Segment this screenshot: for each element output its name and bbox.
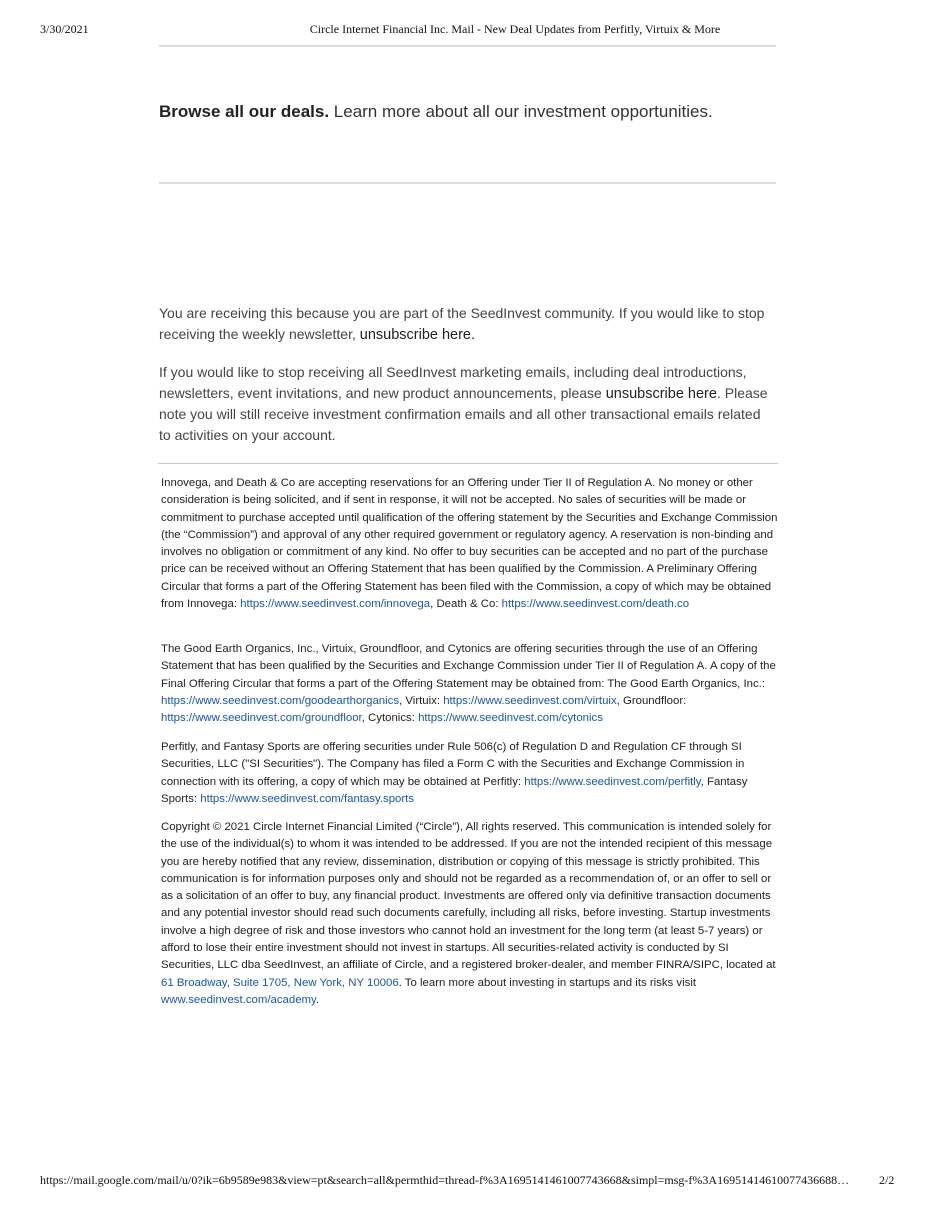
- unsubscribe-newsletter-link[interactable]: unsubscribe here.: [359, 326, 476, 343]
- disclaimer-text: .: [315, 993, 320, 1006]
- print-footer-page-number: 2/2: [879, 1173, 895, 1187]
- unsubscribe-all-link[interactable]: unsubscribe here: [605, 385, 717, 402]
- disclaimer-text: The Good Earth Organics, Inc., Virtuix, Groundfloor, and Cytonics are offering securities through the use of an Offering Statement that has been qualified by the Securities and Exchange Commission under Tier II of Regulation A. A copy of the Final Offering Circular that forms a part of the Offering Statement may be obtained from: The Good Earth Organics, Inc.:: [161, 643, 776, 690]
- groundfloor-link[interactable]: https://www.seedinvest.com/groundfloor: [161, 712, 362, 725]
- print-header-title: Circle Internet Financial Inc. Mail - New Deal Updates from Perfitly, Virtuix & More: [309, 22, 721, 36]
- disclaimer-text: , Death & Co:: [430, 598, 502, 611]
- disclaimer-text: , Virtuix:: [399, 694, 444, 707]
- reg-a-offering-disclaimer: [161, 641, 779, 727]
- disclaimer-text: Copyright © 2021 Circle Internet Financial Limited (“Circle”), All rights reserved. This communication is intended solely for the use of the individual(s) to whom it was intended to be addressed. If you are not the intended recipient of this message you are hereby notified that any review, dissemination, distribution or copying of this message is strictly prohibited. This communication is for information purposes only and should not be regarded as a recommendation of, or an offer to sell or as a solicitation of an offer to buy, any financial product. Investments are offered only via definitive transaction documents and any potential investor should read such documents carefully, including all risks, before investing. Startup investments involve a high degree of risk and those investors who cannot hold an investment for the long term (at least 5-7 years) or afford to lose their entire investment should not invest in startups. All securities-related activity is conducted by SI Securities, LLC dba SeedInvest, an affiliate of Circle, and a registered broker-dealer, and member FINRA/SIPC, located at: [161, 821, 776, 972]
- death-co-link[interactable]: https://www.seedinvest.com/death.co: [501, 598, 690, 611]
- disclaimer-text: , Cytonics:: [361, 712, 419, 725]
- marketing-notice-tail: . Please note you will still receive investment confirmation emails and all other transactional emails related to activities on your account.: [159, 384, 768, 443]
- browse-deals-description[interactable]: Learn more about all our investment opportunities.: [329, 102, 713, 121]
- disclaimer-text: Innovega, and Death & Co are accepting reservations for an Offering under Tier II of Regulation A. No money or other consideration is being solicited, and if sent in response, it will not be accepted. No sales of securities will be made or commitment to purchase accepted until qualification of the offering statement by the Securities and Exchange Commission (the “Commission”) and approval of any other required government or regulatory agency. A reservation is non-binding and involves no obligation or commitment of any kind. No offer to buy securities can be accepted and no part of the purchase price can be received without an Offering Statement that has been qualified by the Commission. A Preliminary Offering Circular that forms a part of the Offering Statement has been filed with the Commission, a copy of which may be obtained from Innovega:: [161, 477, 778, 611]
- disclaimer-text: . To learn more about investing in startups and its risks visit: [398, 976, 697, 989]
- fantasy-sports-link[interactable]: https://www.seedinvest.com/fantasy.sports: [200, 792, 415, 805]
- good-earth-organics-link[interactable]: https://www.seedinvest.com/goodearthorganics: [161, 694, 400, 707]
- reg-d-cf-disclaimer: [161, 739, 779, 808]
- browse-deals-heading[interactable]: Browse all our deals.: [159, 102, 330, 121]
- legal-divider: [158, 463, 778, 464]
- print-footer-url: https://mail.google.com/mail/u/0?ik=6b9589e983&view=pt&search=all&permthid=thread-f%3A1695141461007743668&simpl=msg-f%3A16951414610077436688…: [40, 1173, 850, 1187]
- disclaimer-text: , Fantasy Sports:: [161, 775, 748, 805]
- top-divider: [159, 45, 776, 47]
- marketing-notice: [159, 362, 771, 445]
- cytonics-link[interactable]: https://www.seedinvest.com/cytonics: [418, 712, 603, 725]
- academy-link[interactable]: www.seedinvest.com/academy: [161, 993, 316, 1006]
- perfitly-link[interactable]: https://www.seedinvest.com/perfitly: [524, 775, 701, 788]
- disclaimer-text: Perfitly, and Fantasy Sports are offering securities under Rule 506(c) of Regulation D and Regulation CF through SI Securities, LLC ("SI Securities"). The Company has filed a Form C with the Securities and Exchange Commission in connection with its offering, a copy of which may be obtained at Perfitly:: [161, 741, 745, 788]
- newsletter-notice-text: You are receiving this because you are part of the SeedInvest community. If you would like to stop receiving the weekly newsletter,: [159, 305, 765, 342]
- copyright-disclaimer: [161, 819, 779, 1009]
- section-divider: [159, 182, 776, 184]
- print-header-date: 3/30/2021: [40, 22, 89, 36]
- reg-a-reservation-disclaimer: [161, 475, 779, 613]
- disclaimer-text: , Groundfloor:: [616, 694, 687, 707]
- address-link[interactable]: 61 Broadway, Suite 1705, New York, NY 10006: [161, 976, 399, 989]
- virtuix-link[interactable]: https://www.seedinvest.com/virtuix: [443, 694, 617, 707]
- innovega-link[interactable]: https://www.seedinvest.com/innovega: [240, 598, 431, 611]
- newsletter-notice: [159, 303, 771, 345]
- marketing-notice-text: If you would like to stop receiving all SeedInvest marketing emails, including deal introductions, newsletters, event invitations, and new product announcements, please: [159, 364, 747, 401]
- browse-deals-banner[interactable]: [159, 102, 713, 122]
